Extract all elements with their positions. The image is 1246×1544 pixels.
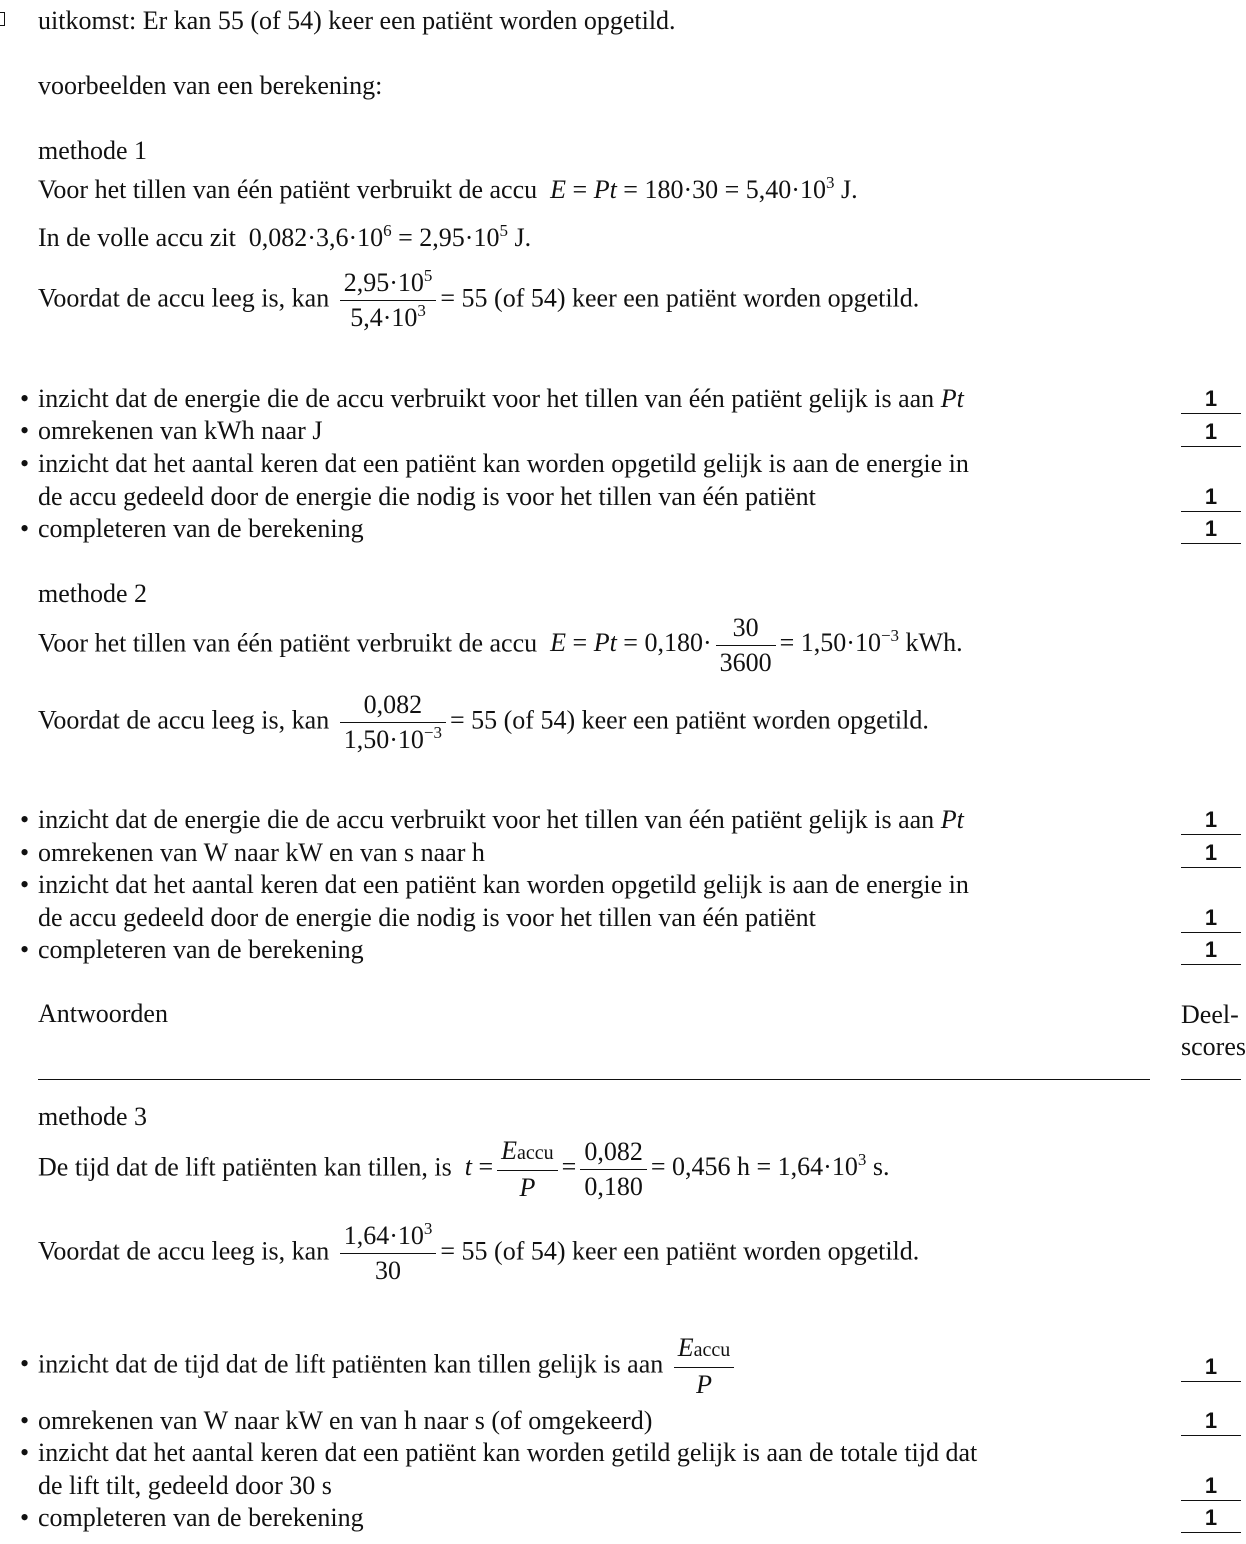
m1-score-4: 1 — [1181, 516, 1241, 544]
m2-bullet-1: • inzicht dat de energie die de accu verbruikt voor het tillen van één patiënt gelijk is aan Pt — [20, 805, 964, 834]
m1-energy-value: = 180·30 = 5,40·10 — [616, 175, 826, 204]
exponent: 3 — [417, 301, 426, 320]
m1-bullet-4: • completeren van de berekening — [20, 514, 364, 543]
m3-bullet-2: • omrekenen van W naar kW en van h naar s (of omgekeerd) — [20, 1406, 653, 1435]
checkbox-marker — [0, 12, 5, 26]
bullet-text: omrekenen van kWh naar J — [38, 416, 323, 445]
m3-count-fraction — [340, 1221, 437, 1286]
var-p: P — [519, 1173, 536, 1202]
m1-accu-text: In de volle accu zit — [38, 223, 236, 252]
m2-count-line — [38, 690, 929, 755]
subscript-accu: accu — [517, 1142, 554, 1164]
m3-count-tail: (of 54) keer een patiënt worden opgetild. — [494, 1236, 920, 1266]
m1-accu-line — [38, 223, 531, 253]
var-e: E — [550, 628, 567, 658]
m3-time-result: = 0,456 h = 1,64·10 — [650, 1152, 858, 1182]
m3-score-4: 1 — [1181, 1505, 1241, 1533]
m1-bullet-1: • inzicht dat de energie die de accu verbruikt voor het tillen van één patiënt gelijk is aan Pt — [20, 384, 964, 413]
m3-eaccu-fraction — [497, 1136, 558, 1203]
m1-count-fraction — [340, 268, 437, 333]
m2-energy-value: = 0,180· — [616, 628, 712, 658]
numerator: 0,082 — [580, 1137, 647, 1170]
m2-energy-formula — [544, 613, 963, 677]
m1-count-result: = 55 — [440, 283, 488, 313]
m1-accu-formula — [242, 223, 531, 252]
m2-count-tail: (of 54) keer een patiënt worden opgetild. — [503, 705, 929, 735]
m2-bullet-4: • completeren van de berekening — [20, 935, 364, 964]
exponent: 3 — [857, 1150, 867, 1170]
denominator: 1,50·10 — [343, 725, 424, 754]
var-pt: Pt — [940, 805, 964, 834]
bullet-text: completeren van de berekening — [38, 1503, 364, 1532]
exponent: 3 — [825, 173, 835, 192]
m2-energy-result: = 1,50·10 — [779, 628, 881, 658]
header-divider-left — [38, 1079, 1150, 1080]
bullet-text: inzicht dat de tijd dat de lift patiënten kan tillen gelijk is aan — [38, 1349, 664, 1379]
m1-count-line — [38, 268, 919, 333]
unit: J. — [834, 175, 858, 204]
m1-energy-formula — [544, 175, 858, 204]
m2-energy-line — [38, 613, 963, 678]
m3-bullet-3-cont: de lift tilt, gedeeld door 30 s — [38, 1471, 332, 1500]
m3-bullet-1: • inzicht dat de tijd dat de lift patiënten kan tillen gelijk is aan $\frac{\text{Eaccu}}{P}$ — [20, 1333, 738, 1400]
m2-time-fraction — [716, 613, 776, 678]
var-p: P — [696, 1370, 712, 1399]
equals: = — [566, 628, 594, 658]
bullet-text: inzicht dat het aantal keren dat een patiënt kan worden opgetild gelijk is aan de energie in — [38, 870, 969, 899]
m3-count-text: Voordat de accu leeg is, kan — [38, 1236, 330, 1266]
m2-bullet-3-cont: de accu gedeeld door de energie die nodig is voor het tillen van één patiënt — [38, 903, 816, 932]
denominator: 0,180 — [584, 1172, 643, 1201]
bullet-text: completeren van de berekening — [38, 514, 364, 543]
m3-value-fraction — [580, 1137, 647, 1202]
denominator: 3600 — [719, 648, 772, 677]
denominator: 5,4·10 — [350, 303, 418, 332]
unit: kWh. — [899, 628, 963, 658]
exponent: −3 — [423, 723, 442, 742]
var-pt: Pt — [593, 628, 617, 658]
bullet-text: omrekenen van W naar kW en van s naar h — [38, 838, 485, 867]
m2-count-fraction — [340, 690, 446, 755]
exponent: 5 — [423, 266, 433, 285]
denominator: 30 — [375, 1256, 402, 1285]
m3-score-3: 1 — [1181, 1473, 1241, 1501]
m3-count-line — [38, 1221, 919, 1286]
deel-label: Deel- — [1181, 1000, 1239, 1029]
m1-count-text: Voordat de accu leeg is, kan — [38, 283, 330, 313]
bullet-text: inzicht dat het aantal keren dat een patiënt kan worden opgetild gelijk is aan de energie in — [38, 449, 969, 478]
subscript-accu: accu — [693, 1339, 731, 1361]
m2-score-1: 1 — [1181, 807, 1241, 835]
m2-count-result: = 55 — [449, 705, 498, 735]
m3-bullet-fraction — [674, 1333, 735, 1400]
numerator: 0,082 — [340, 690, 446, 723]
exponent: 3 — [423, 1219, 433, 1238]
m1-score-3: 1 — [1181, 484, 1241, 512]
m1-bullet-3-cont: de accu gedeeld door de energie die nodig is voor het tillen van één patiënt — [38, 482, 816, 511]
m3-score-2: 1 — [1181, 1408, 1241, 1436]
unit: J. — [507, 223, 532, 252]
numerator: 1,64·10 — [343, 1221, 424, 1250]
m2-bullet-2: • omrekenen van W naar kW en van s naar h — [20, 838, 485, 867]
bullet-text: completeren van de berekening — [38, 935, 364, 964]
deelscores-heading — [1181, 999, 1246, 1063]
m2-bullet-3: • inzicht dat het aantal keren dat een patiënt kan worden opgetild gelijk is aan de energie in — [20, 870, 969, 899]
methode-1-title: methode 1 — [38, 136, 148, 165]
m1-bullet-3: • inzicht dat het aantal keren dat een patiënt kan worden opgetild gelijk is aan de energie in — [20, 449, 969, 478]
var-pt: Pt — [940, 384, 964, 413]
m3-bullet-3: • inzicht dat het aantal keren dat een patiënt kan worden getild gelijk is aan de totale tijd dat — [20, 1438, 978, 1467]
m3-time-text: De tijd dat de lift patiënten kan tillen, is — [38, 1152, 452, 1182]
m2-count-text: Voordat de accu leeg is, kan — [38, 705, 330, 735]
header-divider-right — [1181, 1079, 1241, 1080]
var-e: E — [677, 1333, 694, 1362]
m1-bullet-2: • omrekenen van kWh naar J — [20, 416, 323, 445]
m2-score-4: 1 — [1181, 937, 1241, 965]
m1-accu-result: = 2,95·10 — [391, 223, 500, 252]
var-t: t — [464, 1152, 472, 1182]
var-e: E — [550, 175, 567, 204]
m1-energy-text: Voor het tillen van één patiënt verbruikt de accu — [38, 175, 538, 204]
m1-count-tail: (of 54) keer een patiënt worden opgetild. — [494, 283, 920, 313]
m2-score-3: 1 — [1181, 905, 1241, 933]
bullet-text: omrekenen van W naar kW en van h naar s (of omgekeerd) — [38, 1406, 653, 1435]
equals: = — [566, 175, 594, 204]
methode-3-title: methode 3 — [38, 1102, 148, 1131]
m1-score-2: 1 — [1181, 419, 1241, 447]
methode-2-title: methode 2 — [38, 579, 148, 608]
var-e: E — [501, 1136, 518, 1165]
numerator: 30 — [716, 613, 776, 646]
exponent: 6 — [383, 221, 392, 240]
m1-score-1: 1 — [1181, 386, 1241, 414]
voorbeelden-heading: voorbeelden van een berekening: — [38, 71, 383, 100]
numerator: 2,95·10 — [343, 268, 424, 297]
m3-bullet-4: • completeren van de berekening — [20, 1503, 364, 1532]
m1-energy-line — [38, 175, 858, 205]
m3-score-1: 1 — [1181, 1354, 1241, 1382]
m3-count-result: = 55 — [440, 1236, 488, 1266]
bullet-text: inzicht dat het aantal keren dat een patiënt kan worden getild gelijk is aan de totale tijd dat — [38, 1438, 978, 1467]
exponent: −3 — [880, 626, 900, 646]
m3-time-line — [38, 1136, 889, 1203]
antwoorden-heading: Antwoorden — [38, 999, 168, 1028]
uitkomst-line: uitkomst: Er kan 55 (of 54) keer een patiënt worden opgetild. — [38, 6, 676, 35]
m1-accu-value: 0,082·3,6·10 — [248, 223, 384, 252]
scores-label: scores — [1181, 1032, 1246, 1061]
var-pt: Pt — [593, 175, 617, 204]
m3-time-formula: t = $\frac{\text{Eaccu}}{P}$ = $\frac{0,082}{0,180}$ = 0,456 $h = 1,64\cdot 10^3$ s. — [464, 1136, 890, 1202]
m2-score-2: 1 — [1181, 840, 1241, 868]
exponent: 5 — [499, 221, 508, 240]
unit: s. — [866, 1152, 890, 1182]
m2-energy-text: Voor het tillen van één patiënt verbruikt de accu — [38, 628, 538, 658]
bullet-text: inzicht dat de energie die de accu verbruikt voor het tillen van één patiënt gelijk is aan — [38, 384, 935, 413]
bullet-text: inzicht dat de energie die de accu verbruikt voor het tillen van één patiënt gelijk is aan — [38, 805, 935, 834]
